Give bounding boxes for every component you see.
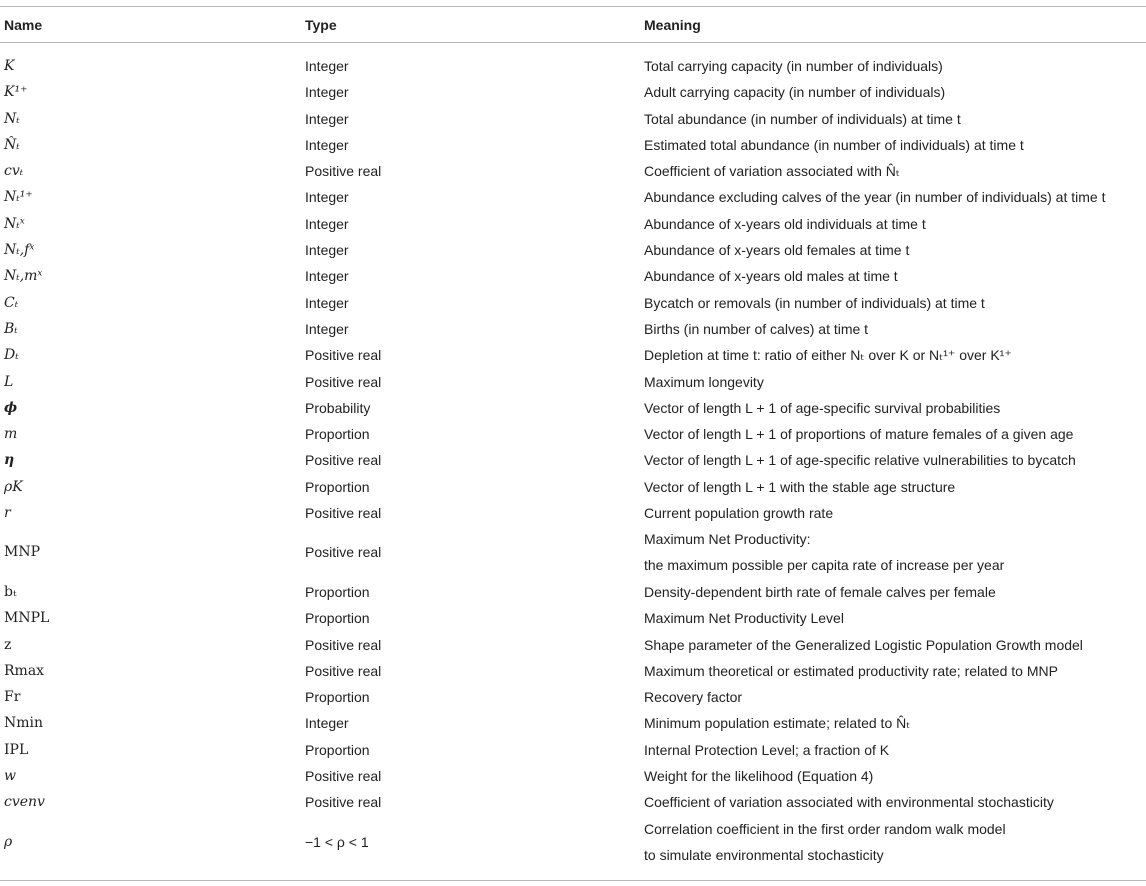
cell-meaning: Total carrying capacity (in number of individuals) xyxy=(644,58,943,74)
table-row xyxy=(0,108,1146,134)
cell-type: Proportion xyxy=(305,426,370,443)
cell-type: Proportion xyxy=(305,478,370,495)
cell-meaning: Vector of length L + 1 of age-specific relative vulnerabilities to bycatch xyxy=(644,452,1076,469)
cell-meaning: Coefficient of variation associated with N̂ₜ xyxy=(644,163,900,180)
cell-name: r xyxy=(4,505,11,522)
cell-type: Positive real xyxy=(305,347,382,364)
cell-name: L xyxy=(4,373,14,390)
cell-meaning: Correlation coefficient in the first order random walk model xyxy=(644,820,1006,837)
cell-type: Proportion xyxy=(305,689,370,706)
cell-name: z xyxy=(4,636,12,653)
table-bottom-rule xyxy=(0,880,1146,881)
cell-meaning: Maximum Net Productivity Level xyxy=(644,610,844,627)
table-row xyxy=(0,712,1146,738)
cell-name: ρK xyxy=(4,478,23,495)
cell-name: Nₜ,mˣ xyxy=(4,268,43,285)
cell-meaning: Vector of length L + 1 of proportions of mature females of a given age xyxy=(644,426,1074,443)
cell-meaning: Current population growth rate xyxy=(644,505,834,522)
cell-type: Positive real xyxy=(305,544,382,561)
cell-type: Proportion xyxy=(305,583,370,600)
cell-name: MNPL xyxy=(4,610,50,627)
cell-meaning: Total abundance (in number of individuals) at time t xyxy=(644,110,961,127)
cell-meaning: Maximum theoretical or estimated productivity rate; related to MNP xyxy=(644,662,1058,679)
column-header-name: Name xyxy=(4,17,43,33)
table-row xyxy=(0,81,1146,107)
cell-type: Proportion xyxy=(305,610,370,627)
cell-type: Integer xyxy=(305,189,349,206)
cell-type: Integer xyxy=(305,268,349,285)
table-row xyxy=(0,265,1146,291)
cell-name: m xyxy=(4,426,18,443)
table-row xyxy=(0,239,1146,265)
cell-meaning: Abundance of x-years old females at time t xyxy=(644,242,910,259)
column-header-meaning: Meaning xyxy=(644,17,701,33)
cell-name: N̂ₜ xyxy=(4,136,20,153)
table-row xyxy=(0,186,1146,212)
table-row xyxy=(0,318,1146,344)
cell-type: Positive real xyxy=(305,452,382,469)
table-row xyxy=(0,818,1146,871)
cell-type: Positive real xyxy=(305,636,382,653)
cell-meaning: Minimum population estimate; related to N̂ₜ xyxy=(644,715,911,732)
cell-type: Positive real xyxy=(305,505,382,522)
cell-type: Integer xyxy=(305,84,349,101)
cell-type: Integer xyxy=(305,320,349,337)
column-header-type: Type xyxy=(305,17,337,33)
table-row xyxy=(0,449,1146,475)
cell-meaning: Vector of length L + 1 of age-specific survival probabilities xyxy=(644,399,1001,416)
cell-meaning: Internal Protection Level; a fraction of K xyxy=(644,741,890,758)
cell-type: Positive real xyxy=(305,163,382,180)
cell-name: Nmin xyxy=(4,715,44,732)
table-row xyxy=(0,397,1146,423)
cell-name: Fr xyxy=(4,689,21,706)
cell-name: MNP xyxy=(4,544,41,561)
table-row xyxy=(0,160,1146,186)
cell-name: Nₜ¹⁺ xyxy=(4,189,33,206)
cell-type: Positive real xyxy=(305,768,382,785)
table-row xyxy=(0,423,1146,449)
cell-meaning: Density-dependent birth rate of female calves per female xyxy=(644,583,996,600)
cell-type: Integer xyxy=(305,715,349,732)
table-row xyxy=(0,502,1146,528)
cell-type: Positive real xyxy=(305,662,382,679)
cell-meaning-continued: the maximum possible per capita rate of increase per year xyxy=(644,557,1005,574)
cell-type: Integer xyxy=(305,294,349,311)
cell-name: Nₜ,fˣ xyxy=(4,242,35,259)
cell-name: IPL xyxy=(4,741,29,758)
cell-type: Positive real xyxy=(305,373,382,390)
cell-name: cvₜ xyxy=(4,163,24,180)
cell-meaning: Bycatch or removals (in number of individuals) at time t xyxy=(644,294,985,311)
cell-meaning: Weight for the likelihood (Equation 4) xyxy=(644,768,874,785)
cell-meaning: Births (in number of calves) at time t xyxy=(644,320,869,337)
cell-name: Nₜ xyxy=(4,110,20,127)
cell-name: K xyxy=(4,58,15,74)
table-row xyxy=(0,55,1146,81)
cell-meaning-continued: to simulate environmental stochasticity xyxy=(644,846,884,863)
table-body xyxy=(0,55,1146,870)
table-row xyxy=(0,686,1146,712)
cell-name: Dₜ xyxy=(4,347,19,364)
table-header xyxy=(0,7,1146,42)
cell-type: −1 < ρ < 1 xyxy=(305,833,369,850)
cell-type: Integer xyxy=(305,242,349,259)
cell-name: w xyxy=(4,768,16,785)
cell-meaning: Abundance of x-years old individuals at time t xyxy=(644,215,926,232)
cell-name: ρ xyxy=(4,833,13,850)
cell-name: η xyxy=(4,452,15,469)
cell-name: Rmax xyxy=(4,662,45,679)
table-row xyxy=(0,528,1146,581)
cell-meaning: Maximum longevity xyxy=(644,373,764,390)
cell-type: Integer xyxy=(305,58,349,74)
table-row xyxy=(0,213,1146,239)
cell-name: bₜ xyxy=(4,583,17,600)
cell-meaning: Shape parameter of the Generalized Logistic Population Growth model xyxy=(644,636,1083,653)
cell-name: Bₜ xyxy=(4,320,18,337)
table-row xyxy=(0,371,1146,397)
cell-meaning: Abundance of x-years old males at time t xyxy=(644,268,898,285)
table-row xyxy=(0,739,1146,765)
table-row xyxy=(0,292,1146,318)
table-row xyxy=(0,791,1146,817)
cell-type: Integer xyxy=(305,136,349,153)
cell-type: Positive real xyxy=(305,794,382,811)
table-header-rule xyxy=(0,42,1146,43)
cell-name: Nₜˣ xyxy=(4,215,25,232)
cell-meaning: Estimated total abundance (in number of individuals) at time t xyxy=(644,136,1024,153)
cell-type: Integer xyxy=(305,215,349,232)
cell-type: Integer xyxy=(305,110,349,127)
cell-type: Probability xyxy=(305,399,371,416)
table-row xyxy=(0,607,1146,633)
cell-name: K¹⁺ xyxy=(4,84,28,101)
cell-meaning: Vector of length L + 1 with the stable age structure xyxy=(644,478,956,495)
cell-name: ϕ xyxy=(4,399,18,416)
cell-meaning: Depletion at time t: ratio of either Nₜ over K or Nₜ¹⁺ over K¹⁺ xyxy=(644,347,1012,364)
table-row xyxy=(0,134,1146,160)
cell-meaning: Adult carrying capacity (in number of individuals) xyxy=(644,84,946,101)
cell-meaning: Recovery factor xyxy=(644,689,743,706)
table-row xyxy=(0,765,1146,791)
cell-meaning: Abundance excluding calves of the year (in number of individuals) at time t xyxy=(644,189,1106,206)
table-row xyxy=(0,344,1146,370)
table-row xyxy=(0,634,1146,660)
cell-name: cvenv xyxy=(4,794,45,811)
table-row xyxy=(0,476,1146,502)
cell-meaning: Maximum Net Productivity: xyxy=(644,531,811,548)
cell-type: Proportion xyxy=(305,741,370,758)
cell-meaning: Coefficient of variation associated with environmental stochasticity xyxy=(644,794,1054,811)
cell-name: Cₜ xyxy=(4,294,19,311)
table-row xyxy=(0,660,1146,686)
table-row xyxy=(0,581,1146,607)
